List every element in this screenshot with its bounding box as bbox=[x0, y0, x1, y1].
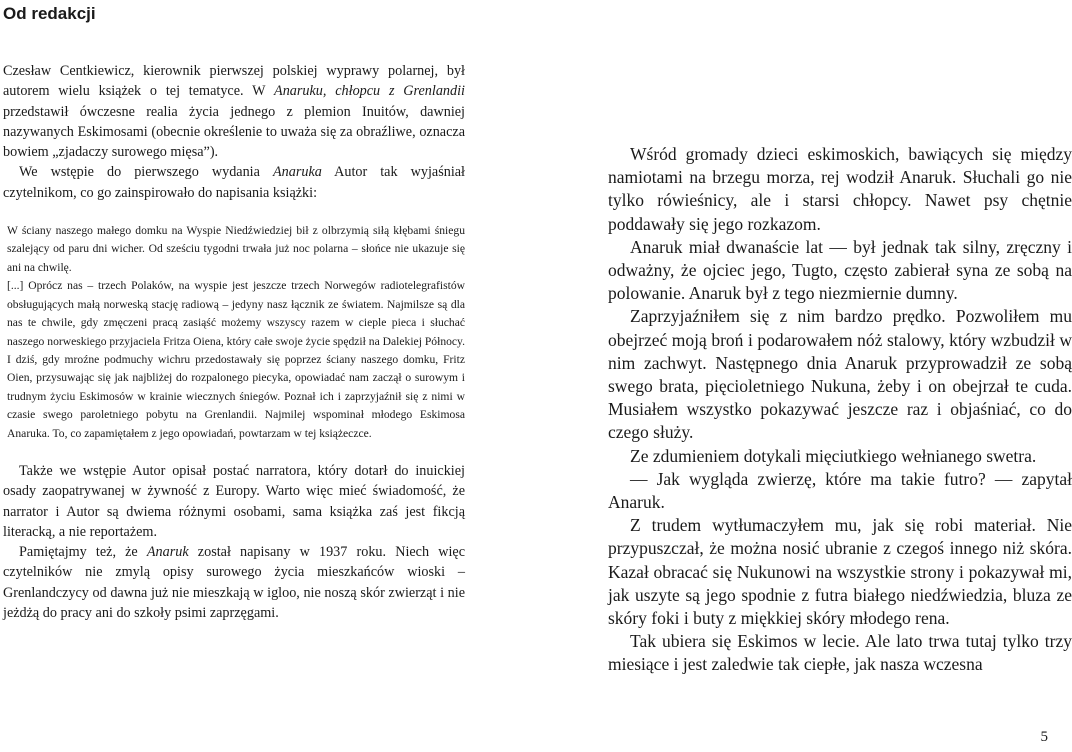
preface-text-b: Autor tak wyjaśniał czytelnikom, co go zainspirowało do napisania książki: bbox=[3, 164, 465, 201]
story-paragraph: Tak ubiera się Eskimos w lecie. Ale lato trwa tutaj tylko trzy miesiące i jest zaledwie tak ciepłe, jak nasza wczesna bbox=[608, 631, 1072, 675]
story-paragraph: Z trudem wytłumaczyłem mu, jak się robi materiał. Nie przypuszczał, że można nosić ubranie z czegoś innego niż skóra. Kazał obracać się Nukunowi na wszystkie strony i pokazywał mi, jak uszyte są jego spodnie z futra białego niedźwiedzia, bluza ze skóry foki i buty z miękkiej skóry młodego rena. bbox=[608, 515, 1072, 629]
context-text-a: Pamiętajmy też, że bbox=[19, 544, 147, 561]
story-column bbox=[608, 143, 1072, 677]
story-paragraph: Zaprzyjaźniłem się z nim bardzo prędko. Pozwoliłem mu obejrzeć moją broń i podarowałem nóż stalowy, który wzbudził w nim zachwyt. Następnego dnia Anaruk przyprowadził ze sobą swego brata, pięcioletniego Nukuna, żeby i on obejrzał te cuda. Musiałem wszystko pokazywać jeszcze raz i objaśniać, co do czego służy. bbox=[608, 306, 1072, 443]
book-title-italic: Anaruka bbox=[272, 164, 322, 181]
narrator-paragraph: Także we wstępie Autor opisał postać narratora, który dotarł do inuickiej osady zaopatrywanej w żywność z Europy. Warto więc mieć świadomość, że narrator i Autor są dwiema różnymi osobami, sama książka zaś jest fikcją literacką, a nie reportażem. bbox=[3, 462, 465, 540]
story-paragraph: — Jak wygląda zwierzę, które ma takie futro? — zapytał Anaruk. bbox=[608, 468, 1072, 513]
story-paragraph: Ze zdumieniem dotykali mięciutkiego wełnianego swetra. bbox=[630, 445, 1037, 466]
page-title: Od redakcji bbox=[3, 4, 96, 23]
context-text-b: został napisany w 1937 roku. Niech więc czytelników nie zmylą opisy surowego życia mieszkańców wioski – Grenlandczycy od dawna już nie mieszkają w igloo, nie noszą skór zwierząt i nie jeżdżą do pracy ani do szkoły psimi zaprzęgami. bbox=[3, 544, 465, 622]
story-paragraph: Wśród gromady dzieci eskimoskich, bawiących się między namiotami na brzegu morza, rej wodził Anaruk. Słuchali go nie tylko rówieśnicy, ale i starsi chłopcy. Nawet psy chętnie poddawały się jego rozkazom. bbox=[608, 144, 1072, 234]
page-number: 5 bbox=[1040, 729, 1048, 745]
intro-text-b: przedstawił ówczesne realia życia jednego z plemion Inuitów, dawniej nazywanych Eskimosami (obecnie określenie to uważa się za obraźliwe, oznacza bowiem „zjadaczy surowego mięsa”). bbox=[3, 103, 465, 161]
preface-paragraph bbox=[3, 162, 465, 203]
editorial-note-column bbox=[3, 61, 465, 623]
book-title-italic: Anaruk bbox=[146, 544, 189, 561]
author-quote bbox=[7, 222, 465, 443]
book-title-italic: Anaruku, chłopcu z Grenlandii bbox=[274, 83, 465, 100]
context-paragraph bbox=[3, 542, 465, 623]
quote-paragraph: W ściany naszego małego domku na Wyspie Niedźwiedziej bił z olbrzymią siłą kłębami śniegu szalejący od paru dni wicher. Od sześciu tygodni trwała już noc polarna – słońce nie ukazuje się ani na chwilę. bbox=[7, 224, 465, 274]
story-paragraph: Anaruk miał dwanaście lat — był jednak tak silny, zręczny i odważny, że ojciec jego, Tugto, często zabierał syna ze sobą na polowanie. Anaruk był z tego niezmiernie dumny. bbox=[608, 236, 1072, 304]
preface-text-a: We wstępie do pierwszego wydania bbox=[19, 164, 273, 181]
quote-paragraph: [...] Oprócz nas – trzech Polaków, na wyspie jest jeszcze trzech Norwegów radiotelegrafistów obsługujących małą norweską stację radiową – jedyny nasz łącznik ze światem. Najmilsze są dla nas te chwile, gdy zmęczeni pracą zasiąść możemy wszyscy razem w cieple pieca i słuchać naszego norweskiego przyjaciela Fritza Oiena, który całe swoje życie spędził na Dalekiej Północy. I dziś, gdy mroźne podmuchy wichru przedostawały się poprzez ściany naszego domku, Fritz Oien, przysuwając się jak najbliżej do rozpalonego piecyka, opowiadać nam zaczął o surowym i trudnym życiu Eskimosów w krainie wiecznych śniegów. Poznał ich i zaprzyjaźnił się z nimi w czasie swego paroletniego pobytu na Grenlandii. Najmilej wspominał młodego Eskimosa Anaruka. To, co zapamiętałem z jego opowiadań, powtarzam w tej książeczce. bbox=[7, 279, 465, 440]
intro-paragraph bbox=[3, 61, 465, 162]
intro-text-a: Czesław Centkiewicz, kierownik pierwszej polskiej wyprawy polarnej, był autorem wielu książek o tej tematyce. W bbox=[3, 63, 465, 100]
